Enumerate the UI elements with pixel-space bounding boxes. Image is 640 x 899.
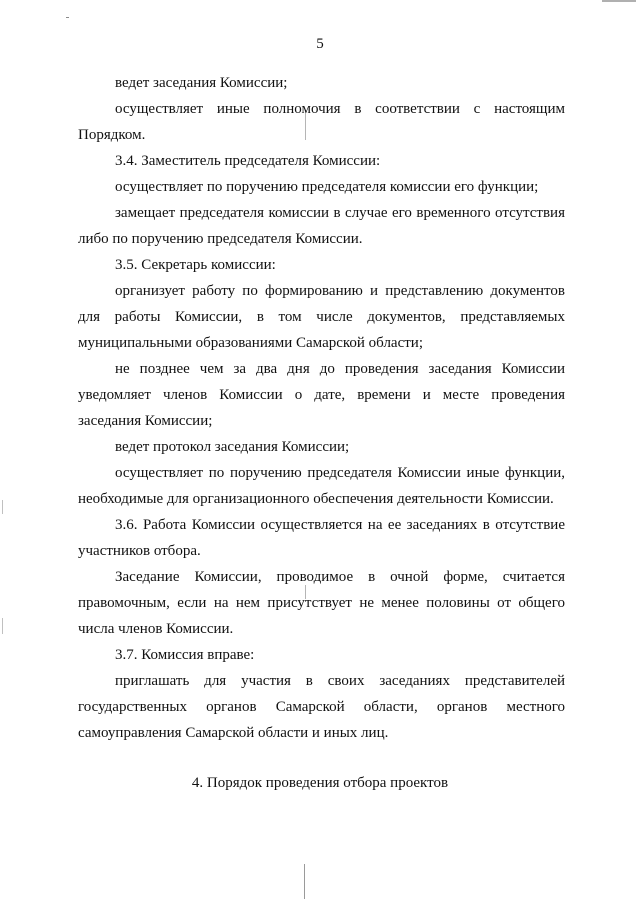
clause-paragraph: 3.6. Работа Комиссии осуществляется на ее заседаниях в отсутствие участников отбора.	[78, 517, 565, 559]
body-text	[78, 70, 565, 746]
paragraph: замещает председателя комиссии в случае его временного отсутствия либо по поручению председателя Комиссии.	[78, 205, 565, 247]
clause-heading: 3.7. Комиссия вправе:	[115, 647, 255, 663]
paragraph: ведет заседания Комиссии;	[115, 75, 288, 91]
scan-artifact	[2, 618, 3, 634]
page-number: 5	[316, 36, 324, 52]
paragraph: осуществляет по поручению председателя комиссии его функции;	[115, 179, 539, 195]
paragraph: приглашать для участия в своих заседаниях представителей государственных органов Самарской области, органов местного самоуправления Самарской области и иных лиц.	[78, 673, 565, 741]
paragraph: осуществляет иные полномочия в соответствии с настоящим Порядком.	[78, 101, 565, 143]
scan-artifact	[602, 0, 636, 2]
scan-artifact	[66, 17, 69, 18]
scan-artifact	[304, 864, 305, 899]
section-heading: 4. Порядок проведения отбора проектов	[191, 775, 449, 791]
paragraph: осуществляет по поручению председателя Комиссии иные функции, необходимые для организационного обеспечения деятельности Комиссии.	[78, 465, 565, 507]
paragraph: Заседание Комиссии, проводимое в очной форме, считается правомочным, если на нем присутствует не менее половины от общего числа членов Комиссии.	[78, 569, 565, 637]
paragraph: не позднее чем за два дня до проведения заседания Комиссии уведомляет членов Комиссии о дате, времени и месте проведения заседания Комиссии;	[78, 361, 565, 429]
clause-heading: 3.4. Заместитель председателя Комиссии:	[115, 153, 381, 169]
scan-artifact	[2, 500, 3, 514]
paragraph: ведет протокол заседания Комиссии;	[115, 439, 350, 455]
clause-heading: 3.5. Секретарь комиссии:	[115, 257, 276, 273]
paragraph: организует работу по формированию и представлению документов для работы Комиссии, в том числе документов, представляемых муниципальными образованиями Самарской области;	[78, 283, 565, 351]
